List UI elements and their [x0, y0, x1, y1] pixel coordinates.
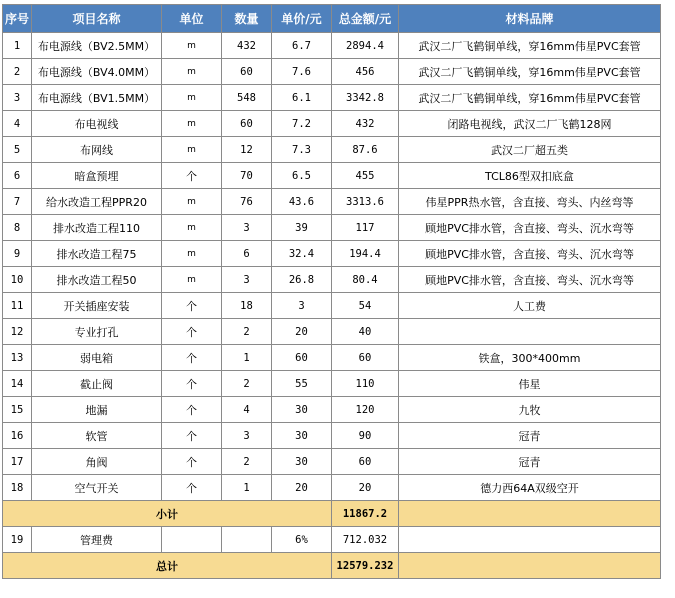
row-no: 17 — [3, 449, 32, 475]
row-brand: 九牧 — [399, 397, 661, 423]
table-row — [3, 397, 661, 423]
table-row — [3, 33, 661, 59]
row-total: 120 — [332, 397, 399, 423]
header-cell-name: 项目名称 — [32, 5, 162, 33]
table-row — [3, 215, 661, 241]
subtotal-row — [3, 501, 661, 527]
row-no: 5 — [3, 137, 32, 163]
row-total: 60 — [332, 345, 399, 371]
table-row — [3, 189, 661, 215]
table-row — [3, 85, 661, 111]
row-price: 6.7 — [272, 33, 332, 59]
row-brand: 闭路电视线，武汉二厂飞鹤128网 — [399, 111, 661, 137]
table-row — [3, 475, 661, 501]
row-unit: 个 — [162, 475, 222, 501]
row-price: 3 — [272, 293, 332, 319]
subtotal-brand-cell — [399, 501, 661, 527]
row-qty: 60 — [222, 111, 272, 137]
row-total: 2894.4 — [332, 33, 399, 59]
row-name: 给水改造工程PPR20 — [32, 189, 162, 215]
row-total: 40 — [332, 319, 399, 345]
row-no: 2 — [3, 59, 32, 85]
row-brand: 德力西64A双级空开 — [399, 475, 661, 501]
row-price: 30 — [272, 449, 332, 475]
row-name: 布电源线（BV4.0MM） — [32, 59, 162, 85]
management-name: 管理费 — [32, 527, 162, 553]
row-brand — [399, 319, 661, 345]
row-name: 专业打孔 — [32, 319, 162, 345]
row-no: 6 — [3, 163, 32, 189]
header-cell-qty: 数量 — [222, 5, 272, 33]
row-qty: 3 — [222, 267, 272, 293]
row-unit: 个 — [162, 163, 222, 189]
row-price: 32.4 — [272, 241, 332, 267]
row-price: 7.2 — [272, 111, 332, 137]
row-no: 7 — [3, 189, 32, 215]
row-unit: m — [162, 59, 222, 85]
row-price: 20 — [272, 475, 332, 501]
materials-cost-table — [2, 4, 661, 579]
row-price: 60 — [272, 345, 332, 371]
row-no: 15 — [3, 397, 32, 423]
row-unit: m — [162, 241, 222, 267]
table-row — [3, 59, 661, 85]
row-unit: 个 — [162, 345, 222, 371]
row-name: 排水改造工程110 — [32, 215, 162, 241]
row-price: 6.5 — [272, 163, 332, 189]
row-unit: 个 — [162, 449, 222, 475]
row-total: 456 — [332, 59, 399, 85]
row-brand: 顾地PVC排水管，含直接、弯头、沉水弯等 — [399, 267, 661, 293]
header-row — [3, 5, 661, 33]
row-unit: m — [162, 85, 222, 111]
row-total: 194.4 — [332, 241, 399, 267]
row-total: 432 — [332, 111, 399, 137]
management-amount: 712.032 — [332, 527, 399, 553]
row-no: 4 — [3, 111, 32, 137]
header-cell-total: 总金额/元 — [332, 5, 399, 33]
row-qty: 3 — [222, 215, 272, 241]
row-unit: 个 — [162, 293, 222, 319]
row-brand: 铁盒，300*400mm — [399, 345, 661, 371]
row-brand: 伟星 — [399, 371, 661, 397]
table-body — [3, 33, 661, 501]
row-qty: 2 — [222, 319, 272, 345]
table-row — [3, 293, 661, 319]
header-cell-no: 序号 — [3, 5, 32, 33]
grand-total-brand-cell — [399, 553, 661, 579]
table-row — [3, 423, 661, 449]
row-no: 10 — [3, 267, 32, 293]
management-no: 19 — [3, 527, 32, 553]
row-no: 13 — [3, 345, 32, 371]
management-qty — [222, 527, 272, 553]
row-name: 开关插座安装 — [32, 293, 162, 319]
row-brand: TCL86型双扣底盒 — [399, 163, 661, 189]
row-unit: m — [162, 137, 222, 163]
row-name: 排水改造工程75 — [32, 241, 162, 267]
row-no: 12 — [3, 319, 32, 345]
row-total: 60 — [332, 449, 399, 475]
row-unit: m — [162, 215, 222, 241]
row-price: 55 — [272, 371, 332, 397]
row-price: 26.8 — [272, 267, 332, 293]
row-qty: 1 — [222, 345, 272, 371]
row-name: 弱电箱 — [32, 345, 162, 371]
row-no: 9 — [3, 241, 32, 267]
table-row — [3, 345, 661, 371]
grand-total-row — [3, 553, 661, 579]
table-row — [3, 137, 661, 163]
row-total: 110 — [332, 371, 399, 397]
row-total: 80.4 — [332, 267, 399, 293]
row-no: 14 — [3, 371, 32, 397]
row-brand: 武汉二厂飞鹤铜单线，穿16mm伟星PVC套管 — [399, 33, 661, 59]
row-unit: m — [162, 33, 222, 59]
management-brand — [399, 527, 661, 553]
row-unit: 个 — [162, 371, 222, 397]
row-name: 软管 — [32, 423, 162, 449]
row-price: 6.1 — [272, 85, 332, 111]
row-total: 117 — [332, 215, 399, 241]
grand-total-amount: 12579.232 — [332, 553, 399, 579]
row-name: 截止阀 — [32, 371, 162, 397]
row-unit: 个 — [162, 397, 222, 423]
row-unit: m — [162, 267, 222, 293]
row-brand: 顾地PVC排水管，含直接、弯头、沉水弯等 — [399, 241, 661, 267]
row-qty: 12 — [222, 137, 272, 163]
row-total: 87.6 — [332, 137, 399, 163]
row-total: 54 — [332, 293, 399, 319]
row-unit: m — [162, 189, 222, 215]
grand-total-label: 总计 — [3, 553, 332, 579]
row-qty: 3 — [222, 423, 272, 449]
table-row — [3, 267, 661, 293]
row-price: 30 — [272, 423, 332, 449]
row-no: 8 — [3, 215, 32, 241]
row-brand: 伟星PPR热水管，含直接、弯头、内丝弯等 — [399, 189, 661, 215]
row-unit: 个 — [162, 423, 222, 449]
table-row — [3, 163, 661, 189]
row-qty: 432 — [222, 33, 272, 59]
row-brand: 冠青 — [399, 423, 661, 449]
row-name: 布电源线（BV1.5MM） — [32, 85, 162, 111]
row-no: 16 — [3, 423, 32, 449]
subtotal-amount: 11867.2 — [332, 501, 399, 527]
row-name: 角阀 — [32, 449, 162, 475]
row-qty: 18 — [222, 293, 272, 319]
table-row — [3, 319, 661, 345]
management-unit — [162, 527, 222, 553]
row-total: 90 — [332, 423, 399, 449]
row-price: 20 — [272, 319, 332, 345]
row-price: 30 — [272, 397, 332, 423]
row-brand: 武汉二厂飞鹤铜单线，穿16mm伟星PVC套管 — [399, 85, 661, 111]
row-unit: m — [162, 111, 222, 137]
row-brand: 人工费 — [399, 293, 661, 319]
row-price: 7.6 — [272, 59, 332, 85]
row-brand: 冠青 — [399, 449, 661, 475]
row-qty: 60 — [222, 59, 272, 85]
row-name: 暗盒预埋 — [32, 163, 162, 189]
table-row — [3, 449, 661, 475]
row-brand: 武汉二厂超五类 — [399, 137, 661, 163]
subtotal-label: 小计 — [3, 501, 332, 527]
row-no: 18 — [3, 475, 32, 501]
row-no: 11 — [3, 293, 32, 319]
table-row — [3, 371, 661, 397]
row-qty: 6 — [222, 241, 272, 267]
table-row — [3, 111, 661, 137]
row-total: 455 — [332, 163, 399, 189]
row-no: 1 — [3, 33, 32, 59]
row-qty: 70 — [222, 163, 272, 189]
row-brand: 顾地PVC排水管，含直接、弯头、沉水弯等 — [399, 215, 661, 241]
management-rate: 6% — [272, 527, 332, 553]
row-qty: 2 — [222, 449, 272, 475]
row-no: 3 — [3, 85, 32, 111]
row-name: 布电视线 — [32, 111, 162, 137]
row-total: 20 — [332, 475, 399, 501]
row-price: 43.6 — [272, 189, 332, 215]
row-qty: 4 — [222, 397, 272, 423]
row-unit: 个 — [162, 319, 222, 345]
row-name: 排水改造工程50 — [32, 267, 162, 293]
spreadsheet-container — [2, 4, 661, 579]
row-qty: 76 — [222, 189, 272, 215]
row-name: 空气开关 — [32, 475, 162, 501]
row-price: 7.3 — [272, 137, 332, 163]
header-cell-price: 单价/元 — [272, 5, 332, 33]
row-qty: 548 — [222, 85, 272, 111]
header-cell-unit: 单位 — [162, 5, 222, 33]
row-total: 3342.8 — [332, 85, 399, 111]
row-name: 布网线 — [32, 137, 162, 163]
row-name: 布电源线（BV2.5MM） — [32, 33, 162, 59]
row-total: 3313.6 — [332, 189, 399, 215]
table-row — [3, 241, 661, 267]
row-qty: 1 — [222, 475, 272, 501]
row-name: 地漏 — [32, 397, 162, 423]
management-fee-row — [3, 527, 661, 553]
row-brand: 武汉二厂飞鹤铜单线，穿16mm伟星PVC套管 — [399, 59, 661, 85]
header-cell-brand: 材料品牌 — [399, 5, 661, 33]
row-price: 39 — [272, 215, 332, 241]
row-qty: 2 — [222, 371, 272, 397]
